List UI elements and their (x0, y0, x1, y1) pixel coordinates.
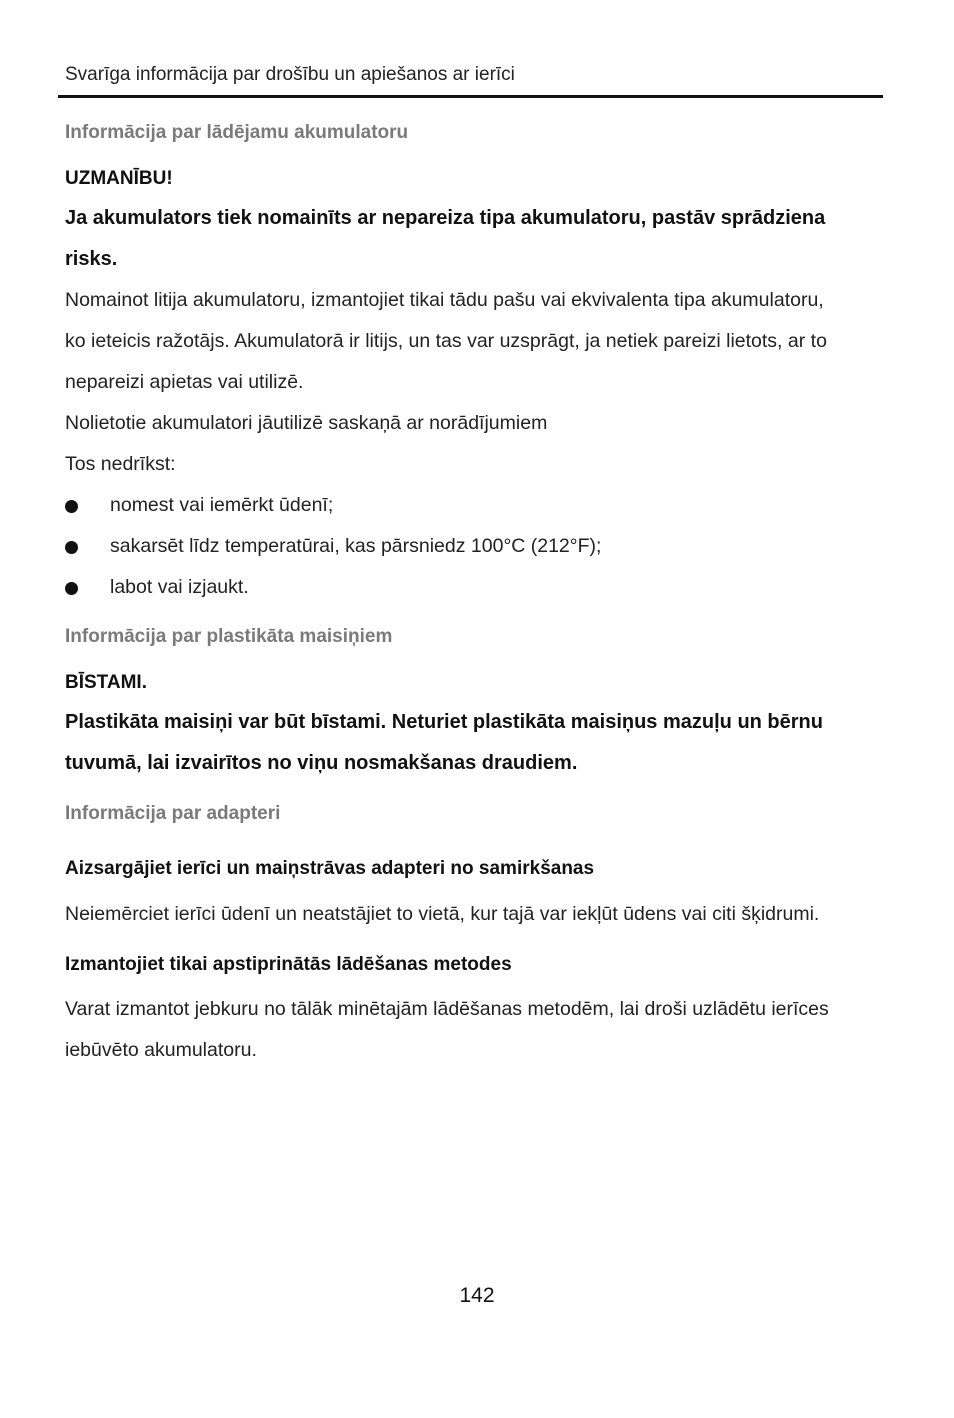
bags-warning-line-1: Plastikāta maisiņi var būt bīstami. Neturiet plastikāta maisiņus mazuļu un bērnu (65, 711, 823, 733)
page-number: 142 (459, 1284, 495, 1307)
section-heading-adapter: Informācija par adapteri (65, 803, 281, 824)
running-header: Svarīga informācija par drošību un apiešanos ar ierīci (65, 64, 515, 85)
list-item-text: nomest vai iemērkt ūdenī; (110, 494, 334, 516)
header-divider (58, 95, 883, 98)
bags-warning-line-2: tuvumā, lai izvairītos no viņu nosmakšanas draudiem. (65, 752, 578, 774)
bullet-icon (65, 500, 78, 513)
danger-label: BĪSTAMI. (65, 672, 147, 693)
subheading-protect: Aizsargājiet ierīci un maiņstrāvas adapteri no samirkšanas (65, 858, 595, 879)
list-item-text: sakarsēt līdz temperatūrai, kas pārsniedz 100°C (212°F); (110, 535, 602, 557)
battery-warning-line-2: risks. (65, 248, 118, 270)
battery-body-line-2: ko ieteicis ražotājs. Akumulatorā ir litijs, un tas var uzsprāgt, ja netiek pareizi lietots, ar to (65, 330, 827, 352)
list-item-text: labot vai izjaukt. (110, 576, 249, 598)
battery-disposal-text: Nolietotie akumulatori jāutilizē saskaņā ar norādījumiem (65, 412, 548, 434)
list-item (65, 494, 885, 520)
caution-label: UZMANĪBU! (65, 168, 173, 189)
battery-body-line-3: nepareizi apietas vai utilizē. (65, 371, 304, 393)
bullet-icon (65, 582, 78, 595)
section-heading-bags: Informācija par plastikāta maisiņiem (65, 626, 393, 647)
battery-warning-line-1: Ja akumulators tiek nomainīts ar nepareiza tipa akumulatoru, pastāv sprādziena (65, 207, 826, 229)
protect-body-text: Neiemērciet ierīci ūdenī un neatstājiet to vietā, kur tajā var iekļūt ūdens vai citi šķidrumi. (65, 903, 820, 925)
charge-body-line-1: Varat izmantot jebkuru no tālāk minētajām lādēšanas metodēm, lai droši uzlādētu ierīces (65, 998, 829, 1020)
battery-body-line-1: Nomainot litija akumulatoru, izmantojiet tikai tādu pašu vai ekvivalenta tipa akumulatoru, (65, 289, 824, 311)
bullet-icon (65, 541, 78, 554)
subheading-charge: Izmantojiet tikai apstiprinātās lādēšanas metodes (65, 954, 512, 975)
section-heading-battery: Informācija par lādējamu akumulatoru (65, 122, 409, 143)
battery-must-not-text: Tos nedrīkst: (65, 453, 176, 475)
charge-body-line-2: iebūvēto akumulatoru. (65, 1039, 257, 1061)
list-item (65, 535, 885, 561)
list-item (65, 576, 885, 602)
